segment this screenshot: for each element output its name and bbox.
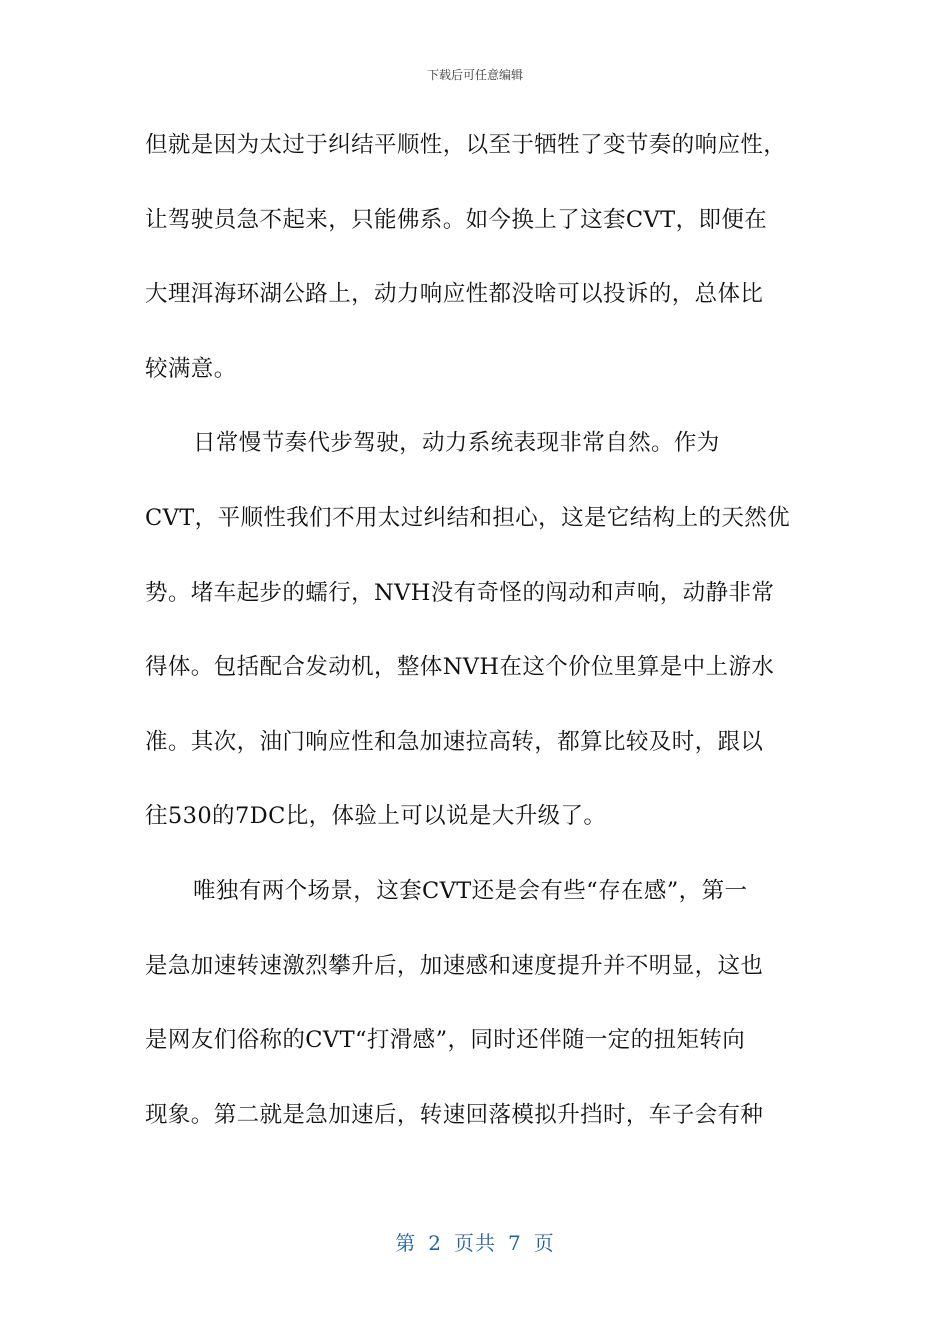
paragraph	[145, 870, 810, 1168]
paragraph	[145, 422, 810, 870]
text-line: 让驾驶员急不起来，只能佛系。如今换上了这套CVT，即便在	[145, 206, 768, 233]
footer-middle: 页共	[454, 1231, 496, 1255]
text-line: 势。堵车起步的蠕行，NVH没有奇怪的闯动和声响，动静非常	[145, 579, 775, 606]
page-footer	[0, 1227, 950, 1256]
text-line: 准。其次，油门响应性和急加速拉高转，都算比较及时，跟以	[145, 728, 764, 755]
footer-suffix: 页	[533, 1231, 555, 1255]
text-line: 日常慢节奏代步驾驶，动力系统表现非常自然。作为	[193, 430, 720, 457]
document-body	[145, 124, 810, 1168]
text-line: 较满意。	[145, 355, 237, 382]
text-line: 唯独有两个场景，这套CVT还是会有些“存在感”，第一	[193, 877, 748, 904]
text-line: 得体。包括配合发动机，整体NVH在这个价位里算是中上游水	[145, 654, 775, 681]
text-line: 但就是因为太过于纠结平顺性，以至于牺牲了变节奏的响应性，	[145, 132, 787, 158]
footer-total-pages: 7	[508, 1231, 522, 1255]
text-line: 大理洱海环湖公路上，动力响应性都没啥可以投诉的，总体比	[145, 281, 764, 308]
text-line: 是急加速转速激烈攀升后，加速感和速度提升并不明显，这也	[145, 952, 764, 979]
text-line: 现象。第二就是急加速后，转速回落模拟升挡时，车子会有种	[145, 1101, 764, 1128]
page-header-note: 下载后可任意编辑	[426, 68, 523, 82]
text-line: 是网友们俗称的CVT“打滑感”，同时还伴随一定的扭矩转向	[145, 1027, 746, 1054]
paragraph	[145, 124, 810, 422]
footer-page-number: 2	[428, 1231, 442, 1255]
text-line: CVT，平顺性我们不用太过纠结和担心，这是它结构上的天然优	[145, 504, 791, 531]
text-line: 往530的7DC比，体验上可以说是大升级了。	[145, 803, 607, 830]
footer-prefix: 第	[395, 1231, 417, 1255]
